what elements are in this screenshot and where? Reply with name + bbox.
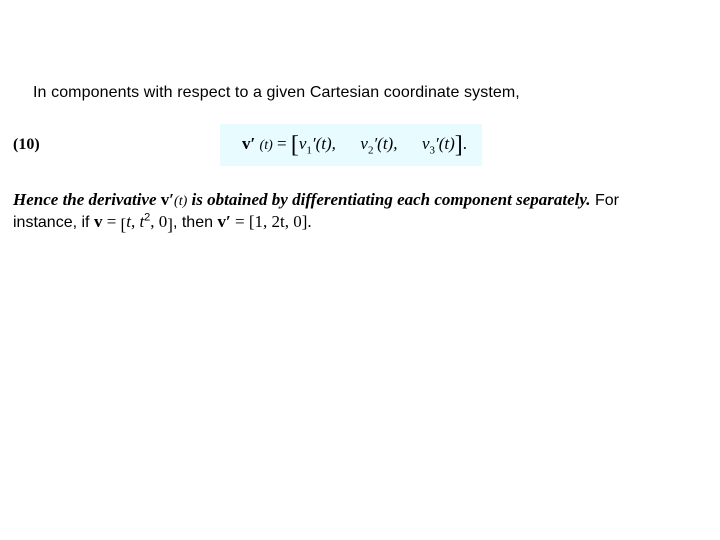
para-comma2: , 0 — [150, 212, 168, 231]
para-prime3: ′ — [225, 212, 231, 231]
equation-number: (10) — [13, 136, 40, 153]
para-result: = [1, 2t, 0]. — [230, 212, 312, 231]
equation-box — [220, 124, 482, 166]
para-br-close: ] — [167, 215, 173, 234]
para-t2-exp: 2 — [144, 211, 151, 224]
eq-c3-tail: ′(t) — [435, 134, 455, 153]
eq-c3-sub: 3 — [429, 144, 436, 157]
eq-equals: = — [277, 134, 287, 153]
para-vec2: v — [93, 212, 103, 231]
paragraph-line-2 — [13, 212, 312, 232]
eq-c2-sub: 2 — [367, 144, 374, 157]
eq-close-bracket: ] — [454, 132, 463, 158]
eq-c1-tail: ′(t), — [311, 134, 336, 153]
para-t2-var: t — [139, 212, 145, 231]
para-line2-start: instance, if — [13, 214, 94, 231]
eq-c1-var: v — [298, 134, 307, 153]
para-tail: For — [590, 192, 619, 209]
para-bold-start: Hence the derivative — [13, 190, 161, 209]
eq-c3-var: v — [421, 134, 430, 153]
para-br-open: [ — [120, 215, 127, 234]
para-then-text: , then — [172, 214, 218, 231]
para-comma1: , — [130, 212, 140, 231]
eq-c1-sub: 1 — [306, 144, 312, 157]
para-vec3: v — [217, 212, 226, 231]
para-t-var: t — [126, 212, 131, 231]
eq-lhs-prime: ′ — [250, 134, 256, 153]
eq-end-punct: . — [462, 134, 468, 153]
paragraph-line-1 — [13, 190, 619, 210]
equation-line — [242, 132, 468, 158]
para-arg: (t) — [174, 194, 188, 209]
intro-text: In components with respect to a given Cartesian coordinate system, — [33, 84, 520, 101]
para-prime: ′ — [169, 190, 175, 209]
eq-lhs-arg: (t) — [259, 138, 273, 153]
para-eq2: = — [102, 212, 121, 231]
eq-c2-var: v — [360, 134, 368, 153]
eq-lhs-vector: v — [242, 134, 251, 153]
para-vector: v — [160, 190, 170, 209]
para-bold-end: is obtained by differentiating each component separately. — [187, 190, 591, 209]
eq-c2-tail: ′(t), — [373, 134, 398, 153]
eq-open-bracket: [ — [290, 132, 299, 158]
